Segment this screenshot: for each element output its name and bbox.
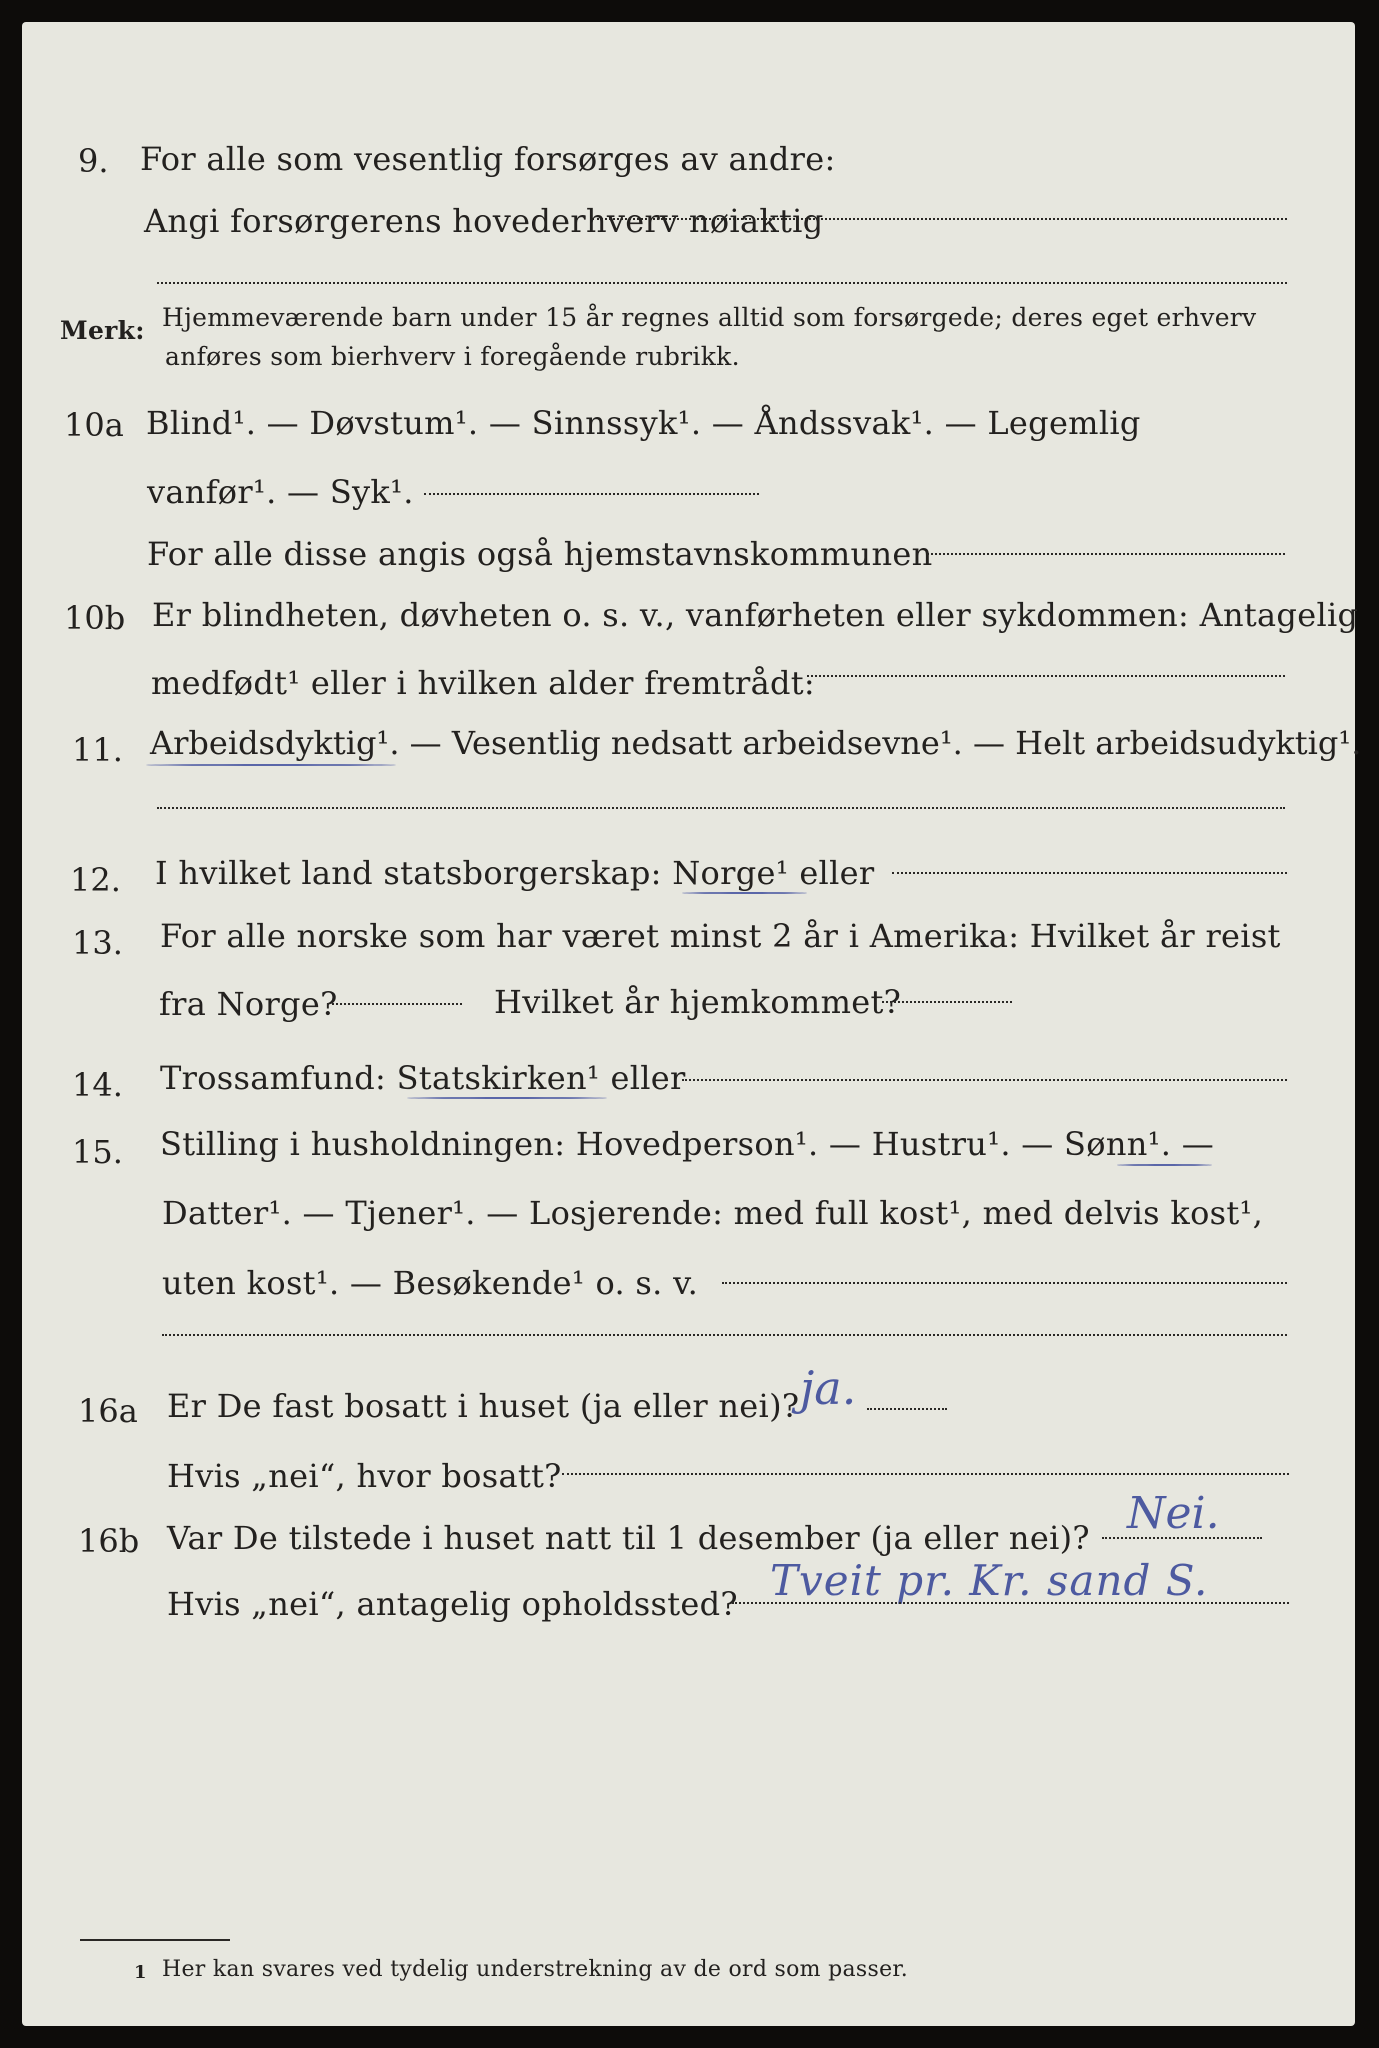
footnote-text: Her kan svares ved tydelig understrekning av de ord som passer.	[162, 1957, 909, 1982]
question-text: Stilling i husholdningen: Hovedperson¹. — Hustru¹. — Sønn¹. —	[160, 1125, 1215, 1163]
handwritten-underline	[146, 764, 396, 766]
question-text: For alle disse angis også hjemstavnskommunen	[147, 535, 933, 573]
handwritten-answer: Nei.	[1127, 1488, 1220, 1539]
answer-line	[162, 1334, 1287, 1336]
question-text: I hvilket land statsborgerskap: Norge¹ eller	[155, 854, 875, 892]
question-text: Hvilket år hjemkommet?	[494, 983, 902, 1021]
answer-line	[157, 282, 1287, 284]
question-number: 14.	[72, 1066, 123, 1104]
question-number: 16b	[78, 1522, 140, 1560]
handwritten-answer: ja.	[800, 1361, 857, 1415]
question-text: fra Norge?	[159, 985, 338, 1023]
question-number: 9.	[78, 142, 109, 180]
footnote-rule	[80, 1939, 230, 1941]
answer-line	[157, 807, 1285, 809]
note-text: anføres som bierhverv i foregående rubrikk.	[165, 342, 740, 371]
question-text: Blind¹. — Døvstum¹. — Sinnssyk¹. — Åndssvak¹. — Legemlig	[146, 404, 1141, 442]
question-text: uten kost¹. — Besøkende¹ o. s. v.	[162, 1264, 699, 1302]
answer-line	[327, 1003, 462, 1005]
question-text: Datter¹. — Tjener¹. — Losjerende: med full kost¹, med delvis kost¹,	[162, 1194, 1264, 1232]
note-text: Hjemmeværende barn under 15 år regnes alltid som forsørgede; deres eget erhverv	[162, 303, 1257, 332]
answer-line	[682, 1079, 1287, 1081]
note-label: Merk:	[60, 316, 145, 345]
question-text: Hvis „nei“, hvor bosatt?	[167, 1457, 562, 1495]
handwritten-underline	[682, 892, 807, 894]
question-number: 12.	[70, 861, 121, 899]
question-number: 15.	[72, 1133, 123, 1171]
question-text: Hvis „nei“, antagelig opholdssted?	[167, 1585, 738, 1623]
question-number: 13.	[72, 924, 123, 962]
question-number: 11.	[72, 731, 123, 769]
question-text: Var De tilstede i huset natt til 1 desember (ja eller nei)?	[167, 1519, 1090, 1557]
question-number: 16a	[78, 1392, 138, 1430]
question-text: vanfør¹. — Syk¹.	[147, 473, 414, 511]
question-text: Angi forsørgerens hovederhverv nøiaktig	[144, 202, 824, 240]
question-text: For alle norske som har været minst 2 år i Amerika: Hvilket år reist	[160, 917, 1281, 955]
question-text: Arbeidsdyktig¹. — Vesentlig nedsatt arbeidsevne¹. — Helt arbeidsudyktig¹.	[150, 724, 1362, 762]
question-number: 10b	[64, 599, 126, 637]
answer-line	[592, 218, 1287, 220]
handwritten-answer: Tveit pr. Kr. sand S.	[770, 1556, 1209, 1605]
answer-line	[927, 553, 1285, 555]
answer-line	[732, 1602, 1289, 1604]
answer-line	[424, 493, 759, 495]
answer-line	[807, 675, 1285, 677]
answer-line	[562, 1473, 1289, 1475]
question-text: Er blindheten, døvheten o. s. v., vanførheten eller sykdommen: Antagelig	[152, 596, 1359, 634]
question-number: 10a	[64, 406, 124, 444]
handwritten-underline	[1117, 1164, 1212, 1166]
answer-line	[867, 1408, 947, 1410]
answer-line	[1102, 1537, 1262, 1539]
question-text: medfødt¹ eller i hvilken alder fremtrådt:	[151, 664, 815, 702]
answer-line	[882, 1001, 1012, 1003]
answer-line	[722, 1282, 1287, 1284]
footnote-mark: 1	[134, 1962, 147, 1983]
handwritten-underline	[407, 1097, 607, 1099]
answer-line	[892, 872, 1287, 874]
census-form-sheet	[22, 22, 1362, 2026]
question-text: Trossamfund: Statskirken¹ eller	[160, 1059, 686, 1097]
question-text: For alle som vesentlig forsørges av andre:	[140, 140, 836, 178]
question-text: Er De fast bosatt i huset (ja eller nei)?	[167, 1387, 800, 1425]
